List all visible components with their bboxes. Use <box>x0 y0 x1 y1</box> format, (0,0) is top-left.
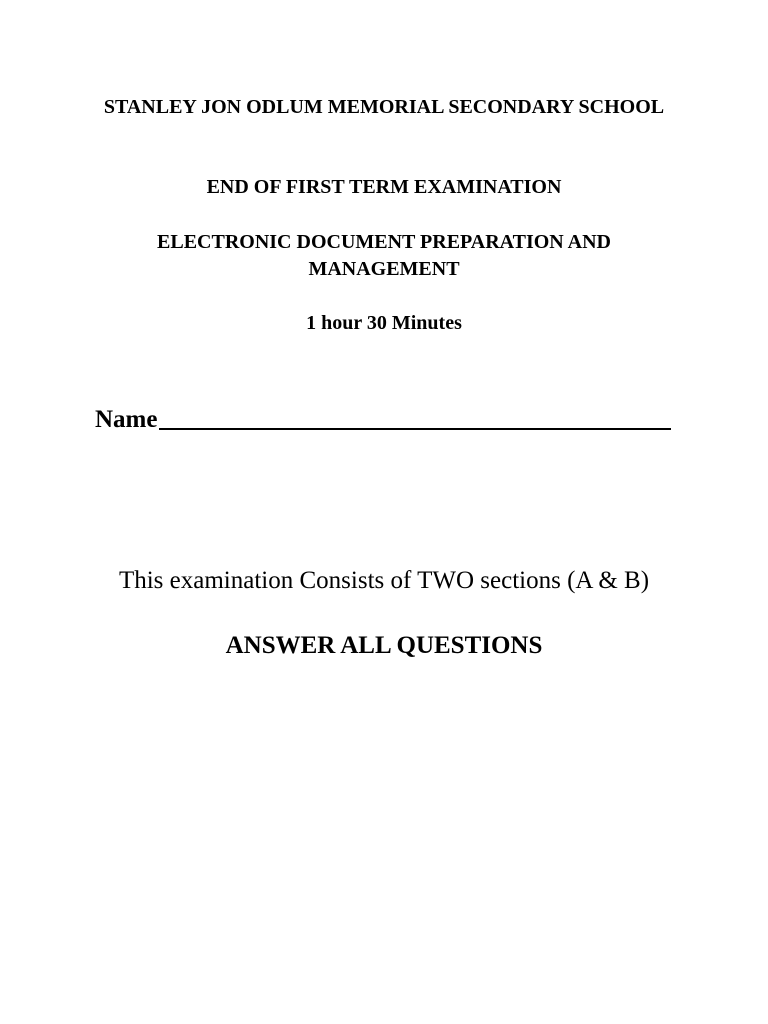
sections-instruction: This examination Consists of TWO sections (A & B) <box>118 567 650 594</box>
name-label: Name <box>95 406 158 433</box>
school-name: STANLEY JON ODLUM MEMORIAL SECONDARY SCHOOL <box>103 96 665 118</box>
name-field <box>95 398 671 436</box>
exam-duration: 1 hour 30 Minutes <box>306 312 462 334</box>
subject-title: ELECTRONIC DOCUMENT PREPARATION AND MANAGEMENT <box>157 231 611 280</box>
name-blank-line <box>159 428 671 430</box>
answer-all-instruction: ANSWER ALL QUESTIONS <box>225 632 543 659</box>
exam-title: END OF FIRST TERM EXAMINATION <box>206 176 562 198</box>
